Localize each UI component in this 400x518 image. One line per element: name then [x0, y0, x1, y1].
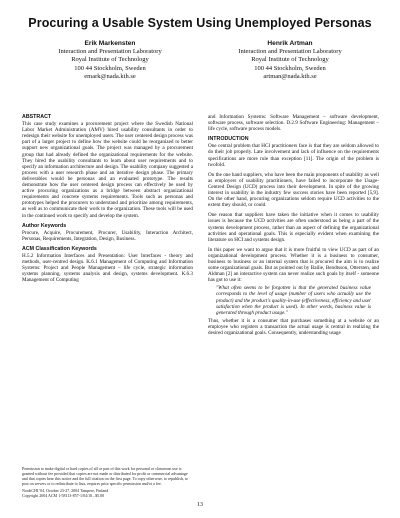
- block-quote: "What often seems to be forgotten is that the generated business value corresponds to the level of usage (number of users who actually use the product) and the product's quality-in-use (effectiveness, efficiency and user satisfaction when the product is used). In other words, business value is generated through product usage.": [216, 285, 371, 316]
- intro-paragraph: One reason that suppliers have taken the initiative when it comes to usability issues is because the UCD activities are often understood as being a part of the systems development process, rather than an aspect of defining the organizational activities and operational goals. This is especially evident when examining the literature on HCI and systems design.: [208, 212, 379, 243]
- abstract-heading: ABSTRACT: [22, 114, 52, 120]
- acm-text: H.5.2 Information Interfaces and Presentation: User Interfaces - theory and methods, user-centred design. K.6.1 Management of Computing and Information Systems: Project and People Management – life cycle, strategic information systems planning, systems analysis and design, systems development. K.6.3 Management of Computing: [22, 252, 193, 284]
- acm-continuation: and Information Systems: Software Management – software development, software process, software selection. D.2.9 Software Engineering: Management – life cycle, software process models.: [208, 114, 379, 133]
- keywords-heading: Author Keywords: [22, 222, 67, 229]
- page-number: 13: [197, 502, 203, 508]
- author-affiliation: Interaction and Presentation Laboratory: [58, 48, 162, 56]
- introduction-heading: INTRODUCTION: [208, 136, 249, 143]
- author-affiliation: Interaction and Presentation Laboratory: [238, 48, 342, 56]
- acm-heading: ACM Classification Keywords: [22, 245, 97, 252]
- author-institution: Royal Institute of Technology: [71, 56, 149, 64]
- permission-notice: Permission to make digital or hard copies of all or part of this work for personal or classroom use is granted without fee provided that copies are not made or distributed for profit or commercial advantage and that copies bear this notice and the full citation on the first page. To copy otherwise, to republish, to post on servers or to redistribute to lists, requires prior specific permission and/or a fee.: [22, 466, 189, 486]
- author-name: Erik Markensten: [84, 40, 136, 47]
- author-email: artman@nada.kth.se: [263, 72, 317, 80]
- conference-line: NordiCHI '04, October 23-27, 2004 Tampere, Finland: [22, 487, 109, 493]
- author-address: 100 44 Stockholm, Sweden: [254, 64, 326, 72]
- left-column: [22, 114, 193, 283]
- intro-paragraph: Thus, whether it is a consumer that purchases something at a website or an employee who registers a transaction the actual usage is central in realizing the desired organizational goals. Consequently, understanding usage: [208, 317, 379, 336]
- author-institution: Royal Institute of Technology: [251, 56, 329, 64]
- author-email: emark@nada.kth.se: [84, 72, 136, 80]
- intro-paragraph: One central problem that HCI practitioners face is that they are seldom allowed to do their job properly. Late involvement and lack of influence on the requirements specifications are more rule than exception [11]. The origin of the problem is twofold.: [208, 143, 379, 168]
- paper-title: Procuring a Usable System Using Unemployed Personas: [28, 16, 372, 30]
- author-block-1: [20, 40, 200, 81]
- author-block-2: [200, 40, 380, 81]
- author-name: Henrik Artman: [267, 40, 313, 47]
- intro-paragraph: On the one hand suppliers, who have been the main proponents of usability as well as employers of usability practitioners, have failed to incorporate the Usage-Centred Design (UCD) process into their development. In spite of the growing interest in usability in the industry few success stories have been reported [5,9]. On the other hand, procuring organizations seldom require UCD activities to the extent they should, or could.: [208, 171, 379, 209]
- abstract-text: This case study examines a procurement project where the Swedish National Labor Market Administration (AMV) hired usability consultants in order to redesign their website for unemployed users. The user centered design process was part of a larger project to define how the website could be reorganized to better support new organizational goals. The project was managed by a procurement group that had already defined the organizational requirements for the website. They hired the usability consultants to learn about user requirements and to specify an information architecture and design. The usability company suggested a process with a user research phase and an iterative design phase. The primary deliverables would be personas and an evaluated prototype. The results demonstrate how the user centered design process can effectively be used by active procuring organizations as a bridge between abstract organizational requirements and concrete systems requirements. Tools such as personas and prototypes helped the procurers to understand and prioritize among requirements, as well as to communicate their work to the organization. These tools will be used in the continued work to specify and develop the system.: [22, 121, 193, 219]
- author-address: 100 44 Stockholm, Sweden: [74, 64, 146, 72]
- intro-paragraph: In this paper we want to argue that it is more fruitful to view UCD as part of an organizational development process. Whether it is a business to consumer, business to business or an internal system that is procured the aim is to realize some organizational goals. But as pointed out by Bailie, Bendtsson, Ottersten, and Aldman [2] an interactive system can never realize such goals by itself - someone has got to use it:: [208, 246, 379, 284]
- right-column: [208, 114, 379, 336]
- copyright-footnote: [22, 467, 190, 498]
- copyright-line: Copyright 2004 ACM 1-58113-857-1/04/10...$5.00: [22, 492, 105, 498]
- keywords-text: Procure, Acquire, Procurement, Procurer, Usability, Interaction Architect, Personas, Requirements, Integration, Design, Business.: [22, 229, 193, 242]
